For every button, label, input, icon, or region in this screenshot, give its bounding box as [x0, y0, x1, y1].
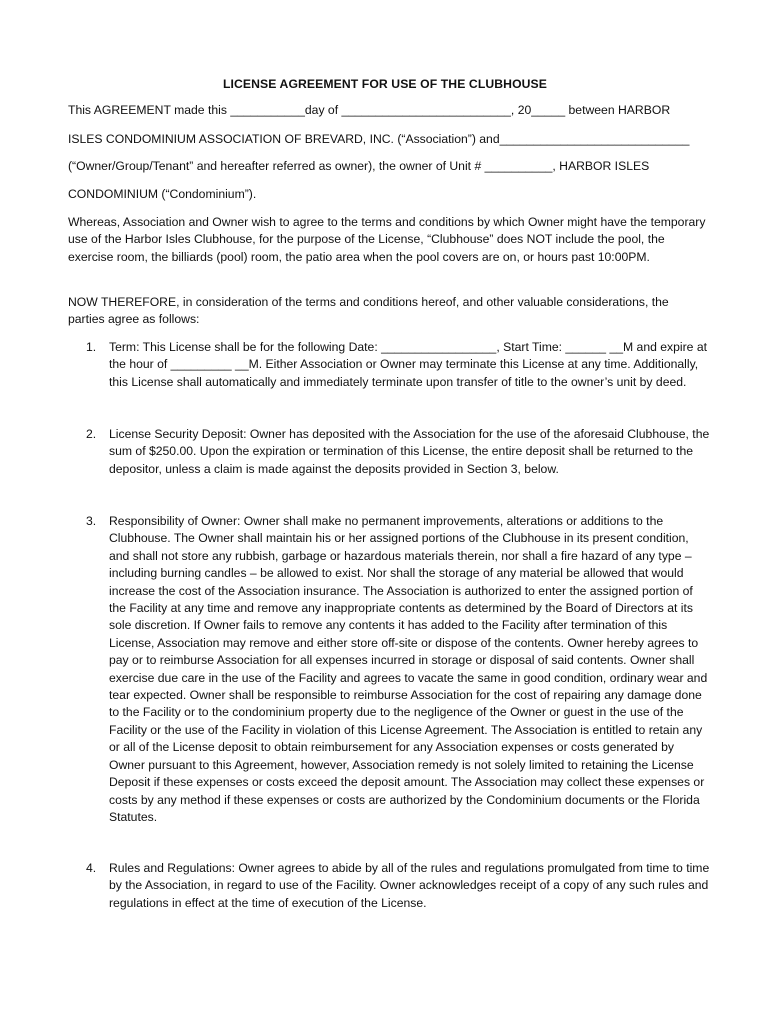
list-item-text: Term: This License shall be for the following Date: _________________, Start Time: ______ __M and expire at the hour of _________ __M. Either Association or Owner may terminate this License at any time. Additionally, this License shall automatically and immediately terminate upon transfer of title to the owner’s unit by deed. [109, 340, 708, 389]
document-title: LICENSE AGREEMENT FOR USE OF THE CLUBHOUSE [222, 77, 548, 91]
intro-line-4: CONDOMINIUM (“Condominium”). [68, 187, 257, 201]
list-item-number: 2. [86, 427, 97, 441]
intro-line-1: This AGREEMENT made this ___________day of _________________________, 20_____ between HARBOR [68, 103, 671, 117]
intro-line-2: ISLES CONDOMINIUM ASSOCIATION OF BREVARD, INC. (“Association”) and____________________________ [68, 132, 690, 146]
list-item-number: 3. [86, 514, 97, 528]
list-item-rules [86, 860, 711, 912]
list-item-responsibility [86, 513, 711, 826]
list-item-text: License Security Deposit: Owner has deposited with the Association for the use of the aforesaid Clubhouse, the sum of $250.00. Upon the expiration or termination of this License, the entire deposit shall be returned to the depositor, unless a claim is made against the deposits provided in Section 3, below. [109, 427, 710, 476]
list-item-number: 4. [86, 861, 97, 875]
now-therefore-paragraph: NOW THEREFORE, in consideration of the terms and conditions hereof, and other valuable considerations, the parties agree as follows: [68, 295, 669, 327]
intro-line-3: (“Owner/Group/Tenant” and hereafter referred as owner), the owner of Unit # __________, HARBOR ISLES [68, 159, 650, 173]
list-item-text: Responsibility of Owner: Owner shall make no permanent improvements, alterations or additions to the Clubhouse. The Owner shall maintain his or her assigned portions of the Clubhouse in its present condition, and shall not store any rubbish, garbage or hazardous materials therein, nor shall a fire hazard of any type – including burning candles – be allowed to exist. Nor shall the storage of any material be allowed that would increase the cost of the Association insurance. The Association is authorized to enter the assigned portion of the Facility at any time and remove any inappropriate contents as determined by the Board of Directors at its sole discretion. If Owner fails to remove any contents it has added to the Facility after termination of this License, Association may remove and either store off-site or dispose of the contents. Owner hereby agrees to pay or to reimburse Association for all expenses incurred in storage or disposal of said contents. Owner shall exercise due care in the use of the Facility and agrees to vacate the same in good condition, ordinary wear and tear expected. Owner shall be responsible to reimburse Association for the cost of repairing any damage done to the Facility or to the condominium property due to the negligence of the Owner or guest in the use of the Facility or the use of the Facility in violation of this License Agreement. The Association is entitled to retain any or all of the License deposit to obtain reimbursement for any Association expenses or costs generated by Owner pursuant to this Agreement, however, Association remedy is not solely limited to retaining the License Deposit if these expenses or costs exceed the deposit amount. The Association may collect these expenses or costs by any method if these expenses or costs are authorized by the Condominium documents or the Florida Statutes. [109, 514, 708, 824]
list-item-security-deposit [86, 426, 711, 478]
list-item-number: 1. [86, 340, 97, 354]
list-item-text: Rules and Regulations: Owner agrees to abide by all of the rules and regulations promulgated from time to time by the Association, in regard to use of the Facility. Owner acknowledges receipt of a copy of any such rules and regulations in effect at the time of execution of the License. [109, 861, 710, 910]
whereas-paragraph: Whereas, Association and Owner wish to agree to the terms and conditions by which Owner might have the temporary use of the Harbor Isles Clubhouse, for the purpose of the License, “Clubhouse” does NOT include the pool, the exercise room, the billiards (pool) room, the patio area when the pool covers are on, or hours past 10:00PM. [68, 215, 706, 264]
list-item-term [86, 339, 711, 391]
